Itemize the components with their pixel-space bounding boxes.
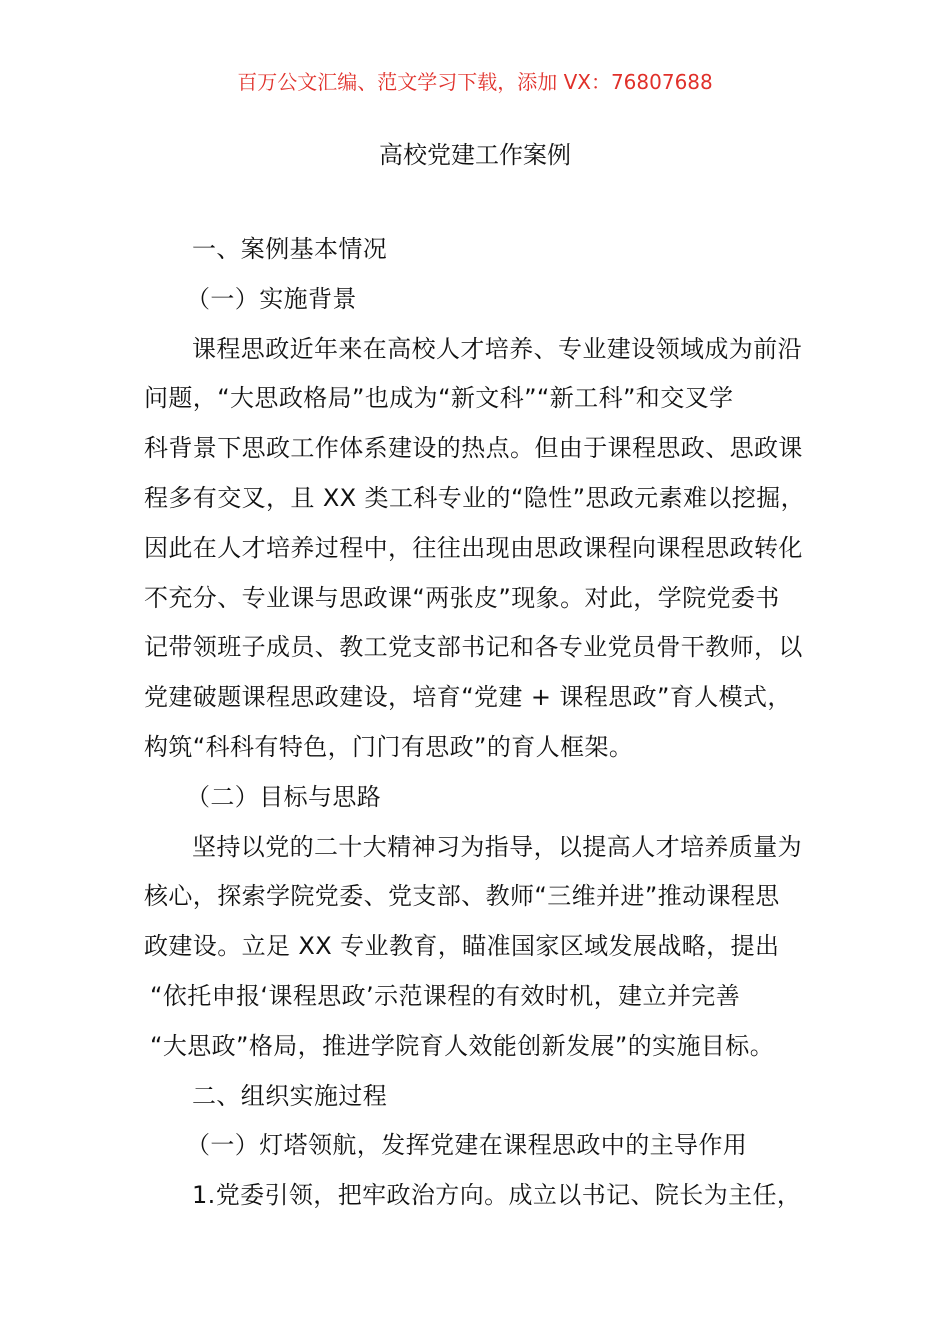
paragraph-line: 科背景下思政工作体系建设的热点。但由于课程思政、思政课: [144, 434, 803, 463]
subsection-heading: （二）目标与思路: [186, 782, 382, 811]
paragraph-line: 政建设。立足 XX 专业教育，瞄准国家区域发展战略，提出: [144, 932, 780, 961]
paragraph-line: 党建破题课程思政建设，培育“党建 + 课程思政”育人模式，: [144, 683, 792, 712]
paragraph-line: 程多有交叉，且 XX 类工科专业的“隐性”思政元素难以挖掘，: [144, 484, 806, 512]
header-notice: 百万公文汇编、范文学习下载，添加 VX：76807688: [237, 70, 713, 94]
paragraph-line: 记带领班子成员、教工党支部书记和各专业党员骨干教师，以: [144, 633, 803, 662]
document-title: 高校党建工作案例: [379, 141, 571, 169]
subsection-heading: （一）灯塔领航，发挥党建在课程思政中的主导作用: [186, 1131, 748, 1160]
paragraph-line: 1.党委引领，把牢政治方向。成立以书记、院长为主任，: [192, 1181, 802, 1210]
paragraph-line: 课程思政近年来在高校人才培养、专业建设领域成为前沿: [192, 334, 802, 363]
paragraph-line: “依托申报‘课程思政’示范课程的有效时机，建立并完善: [150, 982, 741, 1010]
section-heading: 二、组织实施过程: [192, 1081, 388, 1110]
subsection-heading: （一）实施背景: [186, 284, 357, 313]
paragraph-line: 构筑“科科有特色，门门有思政”的育人框架。: [144, 733, 634, 761]
paragraph-line: “大思政”格局，推进学院育人效能创新发展”的实施目标。: [150, 1031, 775, 1060]
paragraph-line: 因此在人才培养过程中，往往出现由思政课程向课程思政转化: [144, 533, 803, 562]
paragraph-line: 不充分、专业课与思政课“两张皮”现象。对此，学院党委书: [144, 583, 780, 612]
section-heading: 一、案例基本情况: [192, 235, 388, 263]
paragraph-line: 核心，探索学院党委、党支部、教师“三维并进”推动课程思: [144, 882, 780, 911]
paragraph-line: 坚持以党的二十大精神习为指导，以提高人才培养质量为: [192, 832, 802, 861]
paragraph-line: 问题，“大思政格局”也成为“新文科”“新工科”和交叉学: [144, 384, 734, 413]
